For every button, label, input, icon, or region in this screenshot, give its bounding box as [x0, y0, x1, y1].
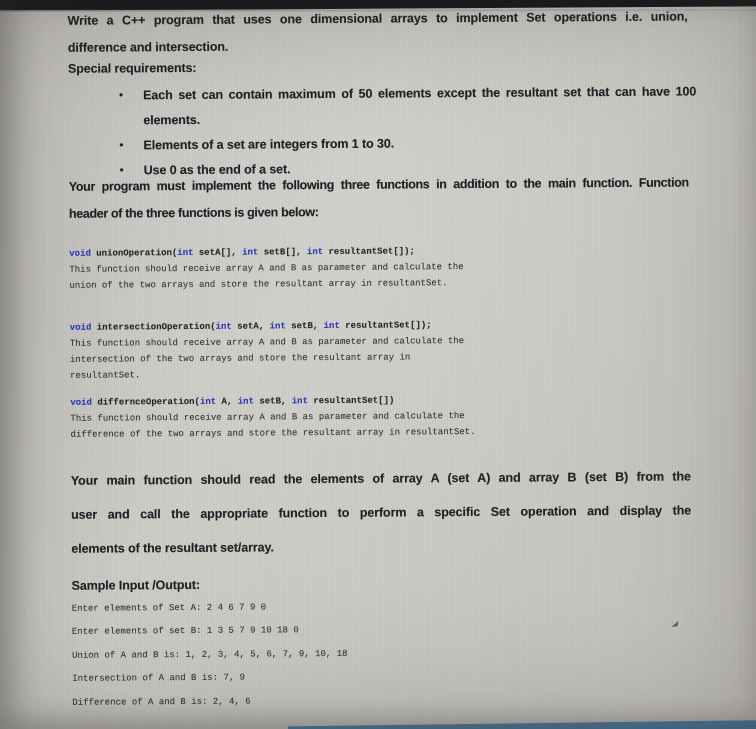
intersection-function-block [70, 317, 540, 384]
code-keyword: int [306, 247, 324, 258]
code-keyword: void [69, 322, 92, 333]
code-text: intersectionOperation( [91, 321, 216, 333]
bullet-icon: • [119, 139, 124, 152]
bullet-text: elements. [143, 112, 201, 128]
sample-io-line: Intersection of A and B is: 7, 9 [72, 672, 246, 684]
sample-io-heading: Sample Input /Output: [71, 577, 201, 593]
code-text: resultantSet[]); [323, 246, 415, 258]
paragraph-line: Your main function should read the elements of array A (set A) and array B (set B) from the [70, 469, 691, 488]
code-description-line: This function should receive array A and B as parameter and calculate the [69, 336, 465, 349]
sample-io-block [72, 594, 633, 715]
bullet-text: Each set can contain maximum of 50 elements except the resultant set that can have 100 [143, 84, 697, 103]
code-text: setB[], [258, 247, 307, 258]
assignment-intro-paragraph [68, 3, 688, 61]
code-text: differnceOperation( [91, 396, 200, 408]
paragraph-line: Your program must implement the following three functions in addition to the main function. Function [68, 175, 689, 194]
code-keyword: void [69, 248, 91, 259]
paragraph-line: header of the three functions is given below: [68, 205, 319, 221]
union-function-block [69, 243, 539, 294]
intro-line: Write a C++ program that uses one dimensional arrays to implement Set operations i.e. union, [67, 9, 688, 28]
bullet-text: Elements of a set are integers from 1 to 30. [143, 136, 395, 153]
code-text: resultantSet[]); [339, 320, 432, 331]
code-description-line: This function should receive array A and B as parameter and calculate the [69, 262, 464, 275]
bullet-text: Use 0 as the end of a set. [143, 162, 291, 178]
functions-intro-paragraph [69, 169, 689, 227]
code-keyword: int [269, 321, 286, 332]
bullet-icon: • [119, 164, 124, 177]
code-keyword: int [215, 321, 232, 332]
code-keyword: int [291, 396, 309, 407]
difference-function-block [70, 392, 540, 443]
intro-line: difference and intersection. [67, 39, 229, 55]
code-description-line: intersection of the two arrays and store the resultant array in [69, 352, 411, 365]
code-text: resultantSet[]) [307, 395, 395, 407]
sample-io-line: Enter elements of Set A: 2 4 6 7 9 0 [71, 602, 267, 614]
code-keyword: int [323, 320, 340, 332]
code-keyword: int [199, 396, 217, 407]
special-requirements-heading: Special requirements: [67, 60, 197, 76]
main-function-paragraph [71, 459, 692, 565]
code-text: unionOperation( [90, 248, 178, 259]
code-text: setA[], [193, 247, 243, 258]
sample-io-line: Union of A and B is: 1, 2, 3, 4, 5, 6, 7, 9, 10, 18 [72, 648, 348, 661]
cursor-mark [671, 621, 680, 627]
code-description-line: union of the two arrays and store the resultant array in resultantSet. [69, 278, 448, 291]
special-requirements-list [68, 79, 697, 183]
code-keyword: int [242, 247, 259, 258]
code-description-line: resultantSet. [70, 370, 141, 381]
code-keyword: void [70, 397, 92, 408]
code-text: A, [216, 396, 238, 407]
code-text: setB, [285, 321, 324, 332]
code-keyword: int [237, 396, 254, 407]
code-description-line: difference of the two arrays and store the resultant array in resultantSet. [70, 426, 476, 440]
paragraph-line: user and call the appropriate function to perform a specific Set operation and display the [71, 503, 692, 522]
code-description-line: This function should receive array A and B as parameter and calculate the [70, 411, 465, 424]
paragraph-line: elements of the resultant set/array. [71, 540, 274, 556]
sample-io-line: Enter elements of set B: 1 3 5 7 9 10 18 0 [71, 625, 299, 638]
bullet-icon: • [119, 89, 123, 102]
sample-io-line: Difference of A and B is: 2, 4, 6 [72, 696, 251, 708]
code-text: setB, [253, 396, 292, 407]
code-text: setA, [231, 321, 270, 332]
code-keyword: int [177, 247, 194, 259]
